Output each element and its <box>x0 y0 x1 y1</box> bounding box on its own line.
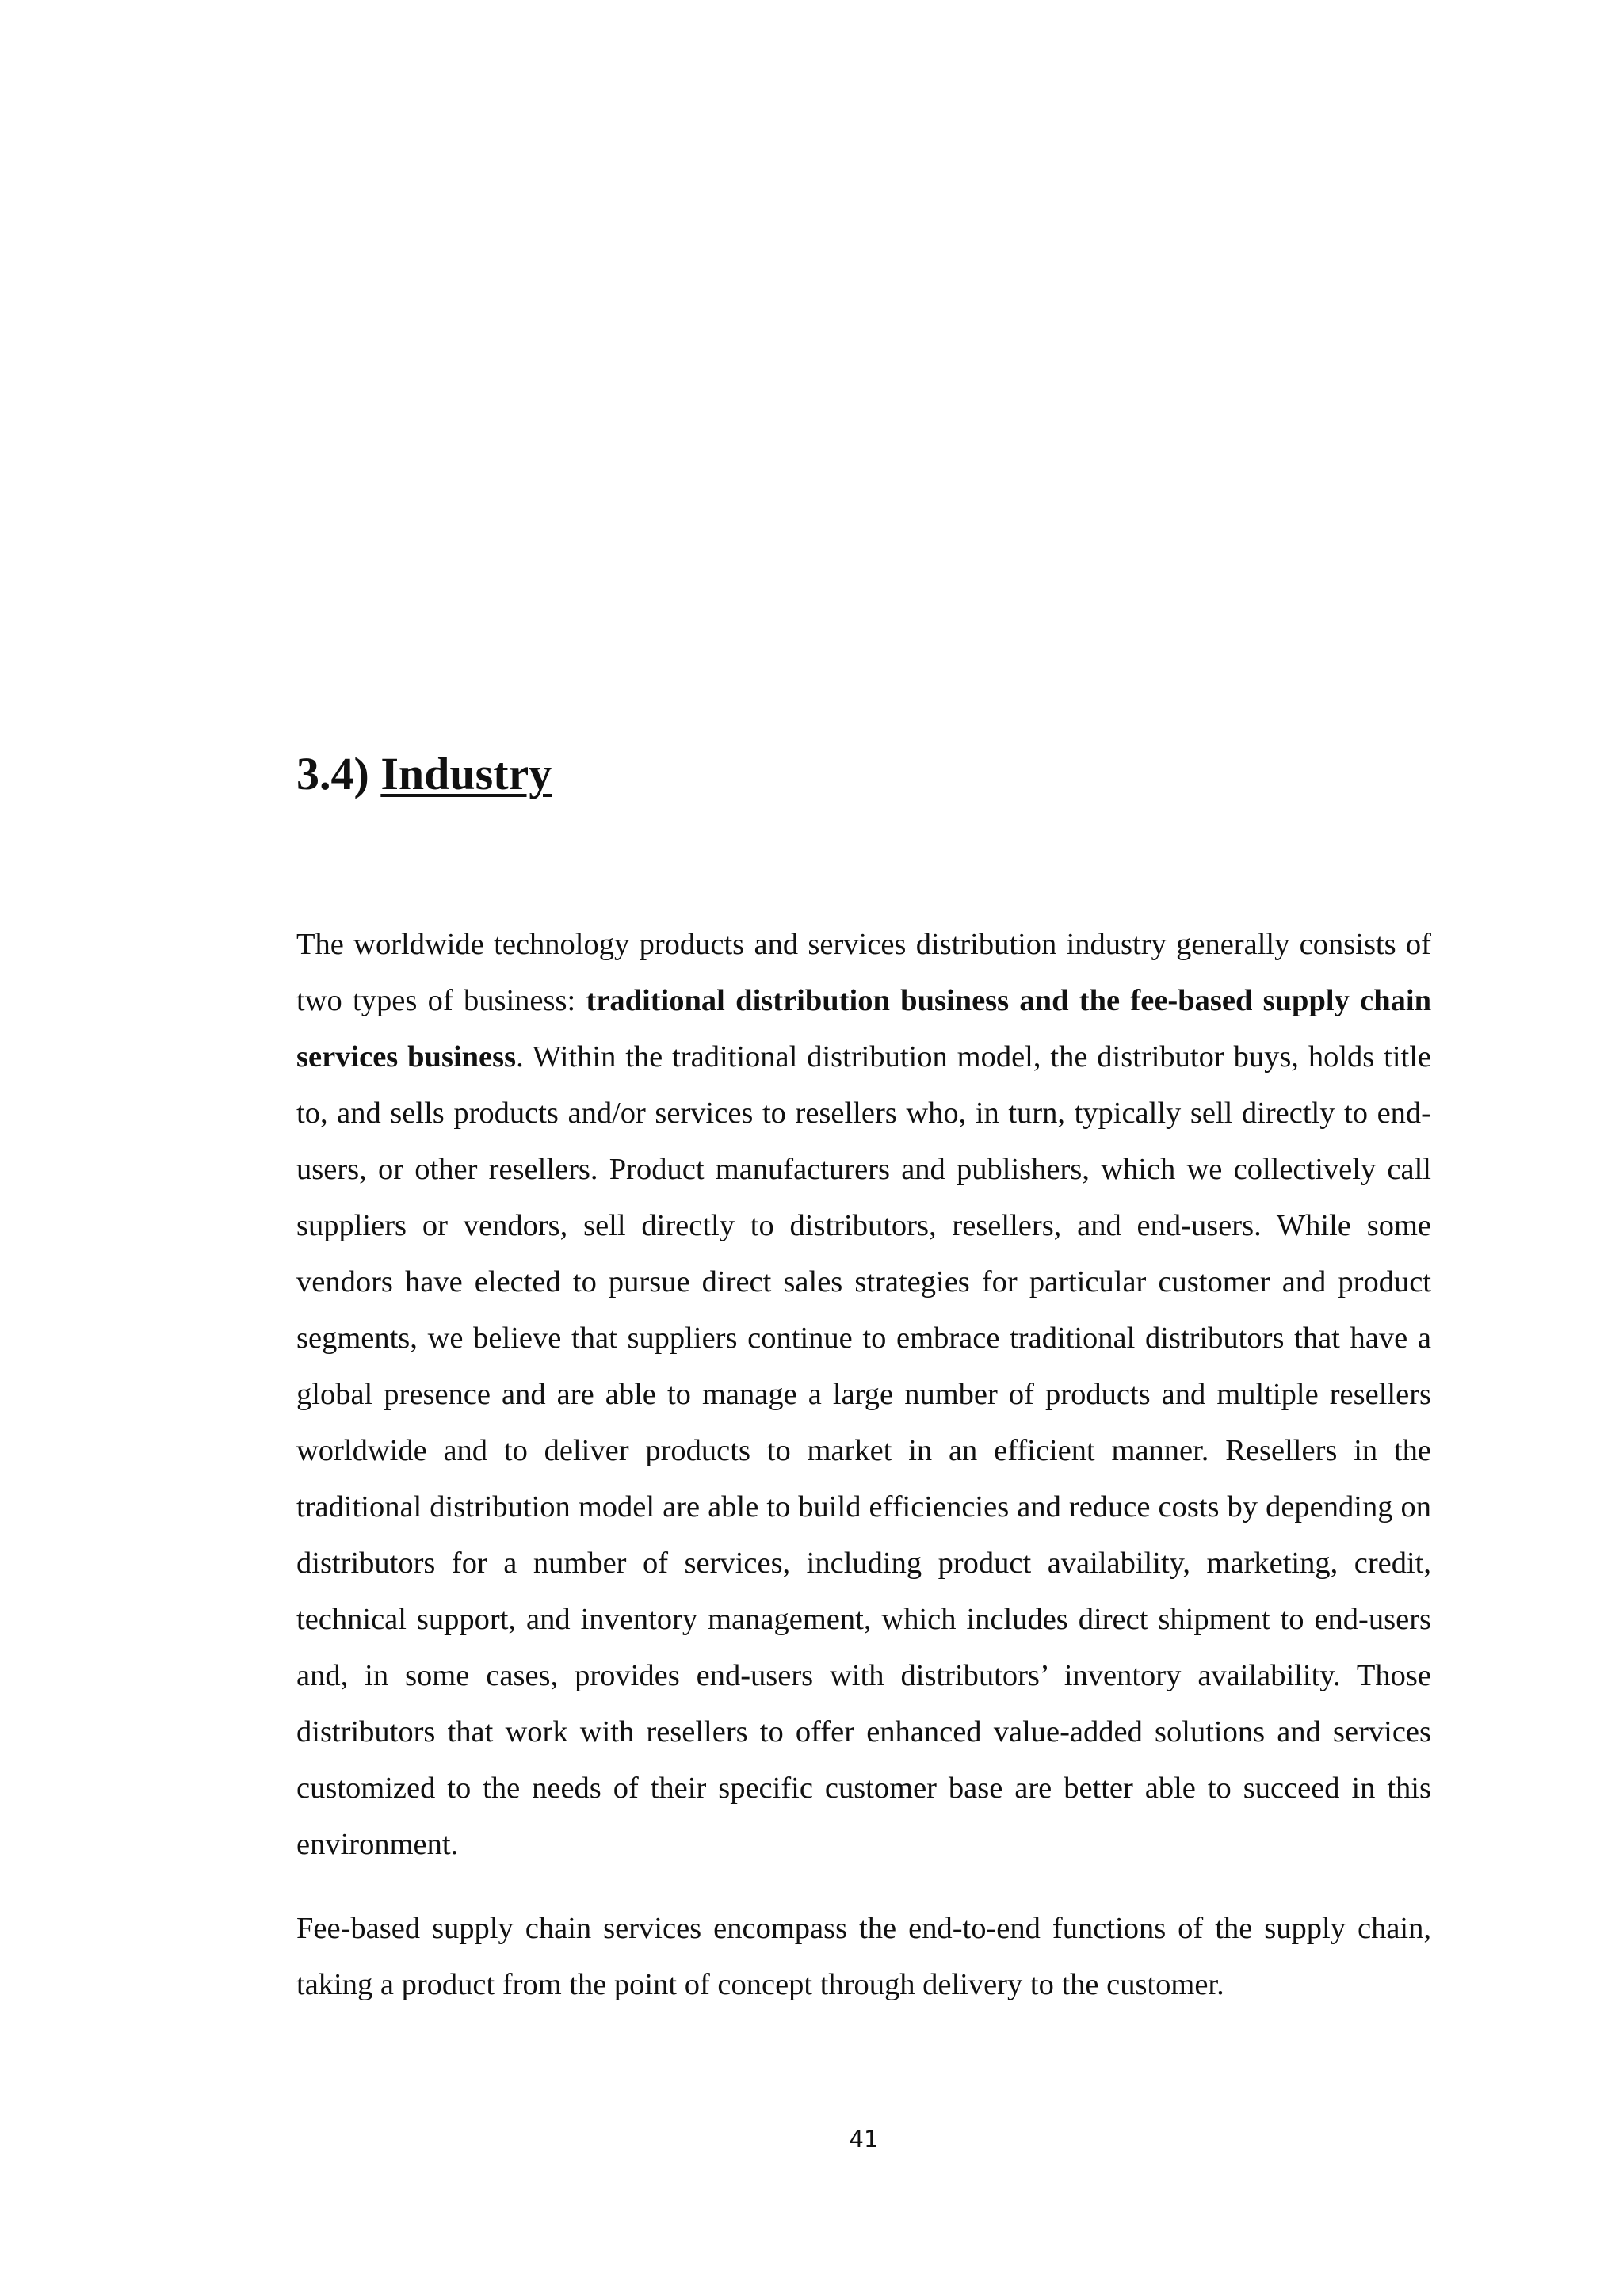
paragraph-1-bold-phrase: traditional distribution business and the fee-based supply chain services business <box>296 984 1431 1074</box>
section-heading <box>296 748 552 799</box>
paragraph-1-rest: . Within the traditional distribution model, the distributor buys, holds title to, and sells products and/or services to resellers who, in turn, typically sell directly to end-users, or other resellers. Product manufacturers and publishers, which we collectively call suppliers or vendors, sell directly to distributors, resellers, and end-users. While some vendors have elected to pursue direct sales strategies for particular customer and product segments, we believe that suppliers continue to embrace traditional distributors that have a global presence and are able to manage a large number of products and multiple resellers worldwide and to deliver products to market in an efficient manner. Resellers in the traditional distribution model are able to build efficiencies and reduce costs by depending on distributors for a number of services, including product availability, marketing, credit, technical support, and inventory management, which includes direct shipment to end-users and, in some cases, provides end-users with distributors’ inventory availability. Those distributors that work with resellers to offer enhanced value-added solutions and services customized to the needs of their specific customer base are better able to succeed in this environment. <box>296 1040 1431 1861</box>
paragraph-1 <box>296 917 1431 1873</box>
page-number: 41 <box>849 2126 879 2153</box>
paragraph-2: Fee-based supply chain services encompass the end-to-end functions of the supply chain, taking a product from the point of concept through delivery to the customer. <box>296 1912 1431 2001</box>
body-text <box>296 917 1431 2041</box>
paragraph-1-intro: The worldwide technology products and services distribution industry generally consists of two types of business: <box>296 928 1431 1017</box>
section-title: Industry <box>380 748 552 799</box>
section-number: 3.4) <box>296 748 369 799</box>
